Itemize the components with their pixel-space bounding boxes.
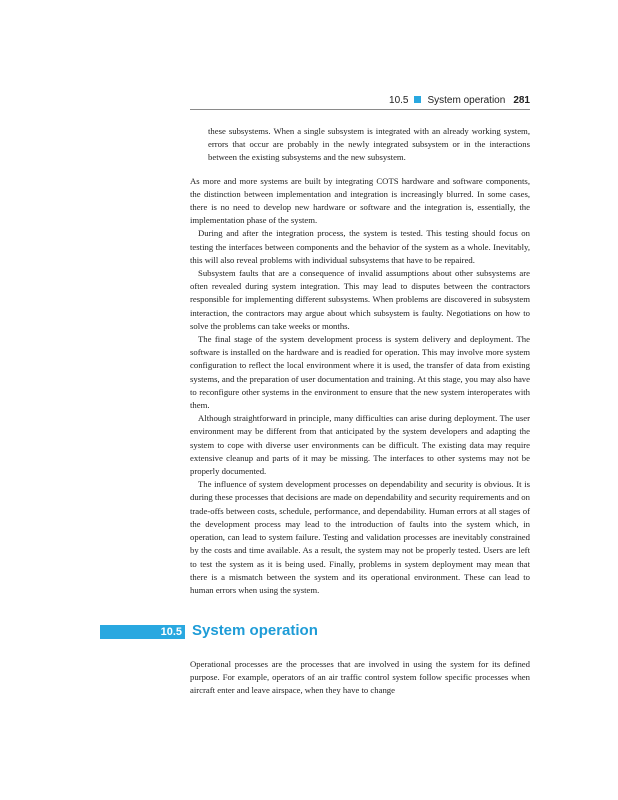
paragraph-1: As more and more systems are built by integrating COTS hardware and software components, the distinction between implementation and integration is increasingly blurred. In some cases, there is no need to develop new hardware or software and the integration is, essentially, the implementation phase of the system. <box>190 175 530 226</box>
paragraph-2: During and after the integration process, the system is tested. This testing should focus on testing the interfaces between components and the behavior of the system as a whole. Inevitably, this will also reveal problems with individual subsystems that have to be repaired. <box>190 228 530 265</box>
paragraph-3: Subsystem faults that are a consequence of invalid assumptions about other subsystems are often revealed during system integration. This may lead to disputes between the contractors responsible for implementing different subsystems. When problems are discovered in subsystem interaction, the contractors may argue about which subsystem is faulty. Negotiations on how to solve the problems can take weeks or months. <box>190 268 530 331</box>
section-paragraph: Operational processes are the processes that are involved in using the system for its defined purpose. For example, operators of an air traffic control system follow specific processes when aircraft enter and leave airspace, when they have to change <box>190 659 530 696</box>
paragraph-5: Although straightforward in principle, many difficulties can arise during deployment. The user environment may be different from that anticipated by the system developers and adapting the system to cope with diverse user environments can be difficult. The existing data may require extensive cleanup and parts of it may be missing. The interfaces to other systems may not be properly documented. <box>190 413 530 477</box>
body-text <box>190 125 530 597</box>
header-rule <box>190 109 530 110</box>
section-body <box>190 658 530 698</box>
header-square-icon <box>414 96 421 103</box>
inset-paragraph: these subsystems. When a single subsystem is integrated with an already working system, errors that occur are probably in the newly integrated subsystem or in the interactions between the existing subsystems and the new subsystem. <box>208 126 530 163</box>
header-section-title: System operation <box>427 95 506 106</box>
section-number-bar: 10.5 <box>100 625 185 639</box>
header-section-number: 10.5 <box>389 95 409 106</box>
page-number: 281 <box>513 95 530 106</box>
section-heading: System operation <box>192 622 318 639</box>
paragraph-4: The final stage of the system development process is system delivery and deployment. The software is installed on the hardware and is readied for operation. This may involve more system configuration to reflect the local environment where it is used, the transfer of data from existing systems, and the preparation of user documentation and training. At this stage, you may also have to reconfigure other systems in the environment to ensure that the new system interoperates with them. <box>190 334 530 411</box>
paragraph-6: The influence of system development processes on dependability and security is obvious. It is during these processes that decisions are made on dependability and security requirements and on trade-offs between costs, schedule, performance, and dependability. Human errors at all stages of the development process may lead to the introduction of faults into the system which, in operation, can lead to system failure. Testing and validation processes are inevitably constrained by the costs and time available. As a result, the system may not be properly tested. Users are left to test the system as it is being used. Finally, problems in system deployment may mean that there is a mismatch between the system and its operational environment. These can lead to human errors when using the system. <box>190 479 530 595</box>
